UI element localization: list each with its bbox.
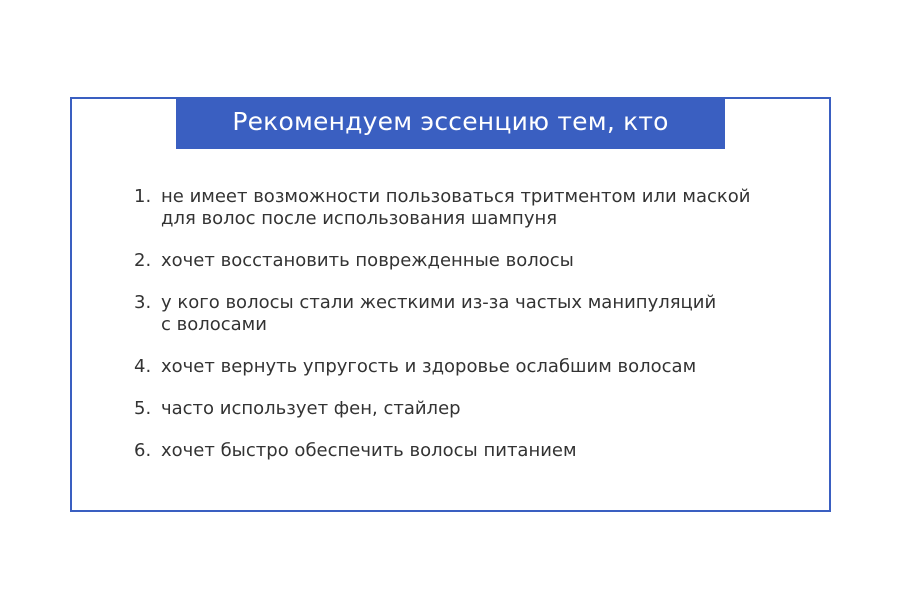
list-item-text-line: не имеет возможности пользоваться тритментом или маской [161, 186, 751, 207]
list-item-text-line: у кого волосы стали жесткими из-за частых манипуляций [161, 292, 717, 313]
list-item [134, 186, 774, 230]
list-item [134, 250, 774, 272]
list-item-number: 2. [134, 250, 152, 271]
list-item [134, 398, 774, 420]
list-item-text-line: хочет восстановить поврежденные волосы [161, 250, 574, 271]
list-item-text-line: хочет вернуть упругость и здоровье ослабшим волосам [161, 356, 697, 377]
list-item-text-line: часто использует фен, стайлер [161, 398, 461, 419]
recommendation-card [70, 97, 831, 512]
recommendation-list [134, 186, 774, 482]
list-item-number: 1. [134, 186, 152, 207]
list-item-text-line: для волос после использования шампуня [161, 208, 558, 229]
list-item [134, 356, 774, 378]
list-item-text-line: хочет быстро обеспечить волосы питанием [161, 440, 577, 461]
list-item-number: 6. [134, 440, 152, 461]
list-item [134, 440, 774, 462]
list-item-number: 4. [134, 356, 152, 377]
list-item-text-line: с волосами [161, 314, 267, 335]
list-item-number: 3. [134, 292, 152, 313]
list-item-number: 5. [134, 398, 152, 419]
card-title: Рекомендуем эссенцию тем, кто [176, 99, 725, 149]
list-item [134, 292, 774, 336]
